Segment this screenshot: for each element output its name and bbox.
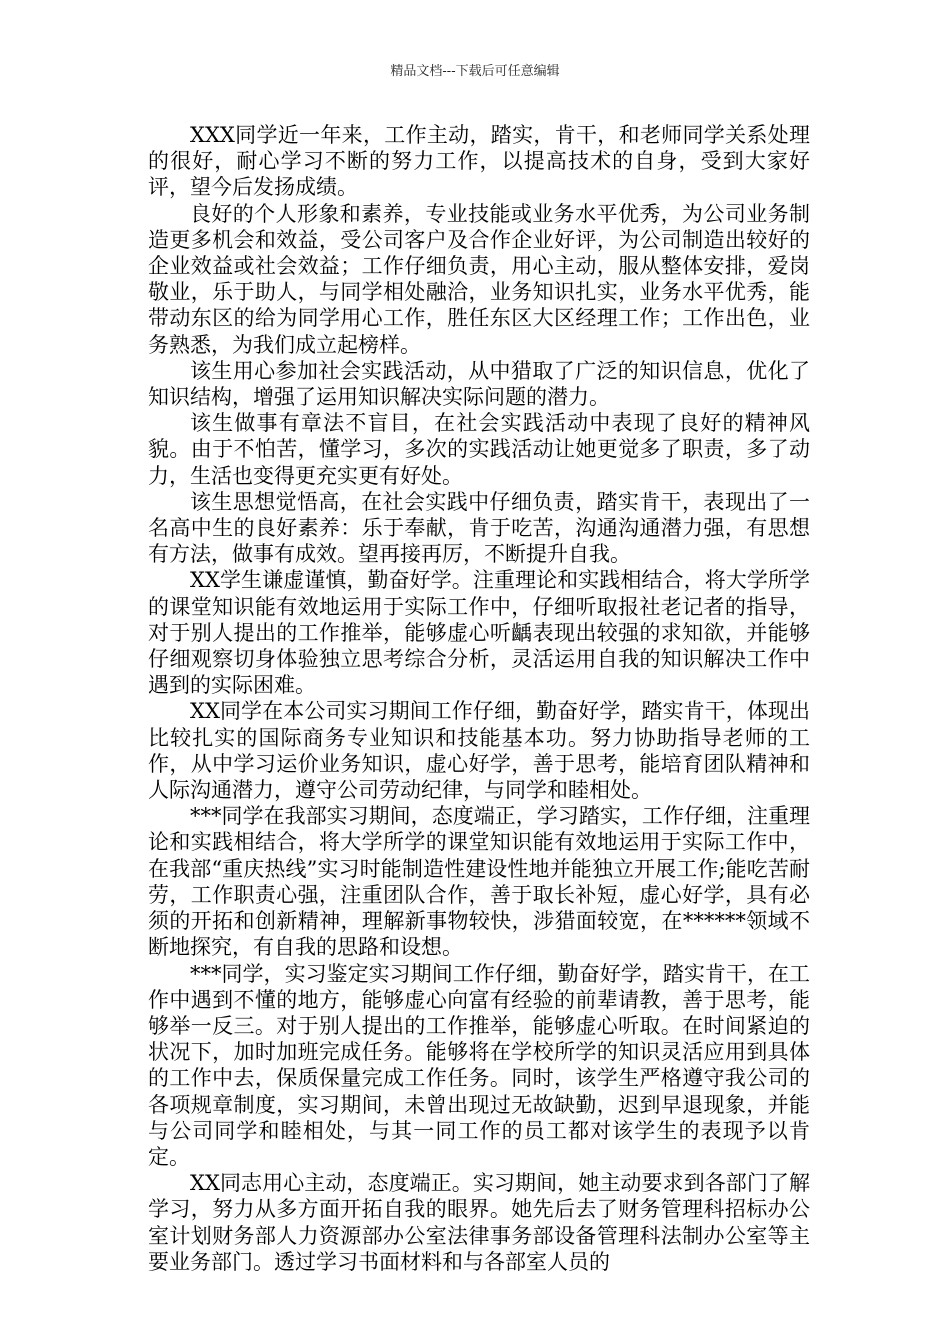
paragraph-9: ***同学，实习鉴定实习期间工作仔细，勤奋好学，踏实肯干，在工作中遇到不懂的地方，能够虚心向富有经验的前辈请教，善于思考，能够举一反三。对于别人提出的工作推举，能够虚心听取。在时间紧迫的状况下，加时加班完成任务。能够将在学校所学的知识灵活应用到具体的工作中去，保质保量完成工作任务。同时，该学生严格遵守我公司的各项规章制度，实习期间，未曾出现过无故缺勤，迟到早退现象，并能与公司同学和睦相处，与其一同工作的员工都对该学生的表现予以肯定。: [148, 961, 810, 1169]
paragraph-1: XXX同学近一年来，工作主动，踏实，肯干，和老师同学关系处理的很好，耐心学习不断的努力工作，以提高技术的自身，受到大家好评，望今后发扬成绩。: [148, 123, 810, 200]
paragraph-7: XX同学在本公司实习期间工作仔细，勤奋好学，踏实肯干，体现出比较扎实的国际商务专业知识和技能基本功。努力协助指导老师的工作，从中学习运价业务知识，虚心好学，善于思考，能培育团队精神和人际沟通潜力，遵守公司劳动纪律，与同学和睦相处。: [148, 699, 810, 803]
paragraph-2: 良好的个人形象和素养，专业技能或业务水平优秀，为公司业务制造更多机会和效益，受公司客户及合作企业好评，为公司制造出较好的企业效益或社会效益；工作仔细负责，用心主动，服从整体安排，爱岗敬业，乐于助人，与同学相处融洽，业务知识扎实，业务水平优秀，能带动东区的给为同学用心工作，胜任东区大区经理工作；工作出色，业务熟悉，为我们成立起榜样。: [148, 201, 810, 357]
paragraph-10: XX同志用心主动，态度端正。实习期间，她主动要求到各部门了解学习，努力从多方面开拓自我的眼界。她先后去了财务管理科招标办公室计划财务部人力资源部办公室法律事务部设备管理科法制办公室等主要业务部门。透过学习书面材料和与各部室人员的: [148, 1171, 810, 1274]
paragraph-6: XX学生谦虚谨慎，勤奋好学。注重理论和实践相结合，将大学所学的课堂知识能有效地运用于实际工作中，仔细听取报社老记者的指导，对于别人提出的工作推举，能够虚心听齲表现出较强的求知欲，并能够仔细观察切身体验独立思考综合分析，灵活运用自我的知识解决工作中遇到的实际困难。: [148, 568, 810, 698]
paragraph-4: 该生做事有章法不盲目，在社会实践活动中表现了良好的精神风貌。由于不怕苦，懂学习，多次的实践活动让她更觉多了职责，多了动力，生活也变得更充实更有好处。: [148, 411, 810, 488]
paragraph-8: ***同学在我部实习期间，态度端正，学习踏实，工作仔细，注重理论和实践相结合，将大学所学的课堂知识能有效地运用于实际工作中，在我部“重庆热线”实习时能制造性建设性地并能独立开展工作;能吃苦耐劳，工作职责心强，注重团队合作，善于取长补短，虚心好学，具有必须的开拓和创新精神，理解新事物较快，涉猎面较宽，在******领域不断地探究，有自我的思路和设想。: [148, 804, 810, 960]
paragraph-3: 该生用心参加社会实践活动，从中猎取了广泛的知识信息，优化了知识结构，增强了运用知识解决实际问题的潜力。: [148, 358, 810, 410]
page-header: 精品文档---下载后可任意编辑: [390, 64, 560, 79]
paragraph-5: 该生思想觉悟高，在社会实践中仔细负责，踏实肯干，表现出了一名高中生的良好素养：乐于奉献，肯于吃苦，沟通沟通潜力强，有思想有方法，做事有成效。望再接再厉，不断提升自我。: [148, 489, 810, 567]
document-body: [148, 122, 810, 1275]
